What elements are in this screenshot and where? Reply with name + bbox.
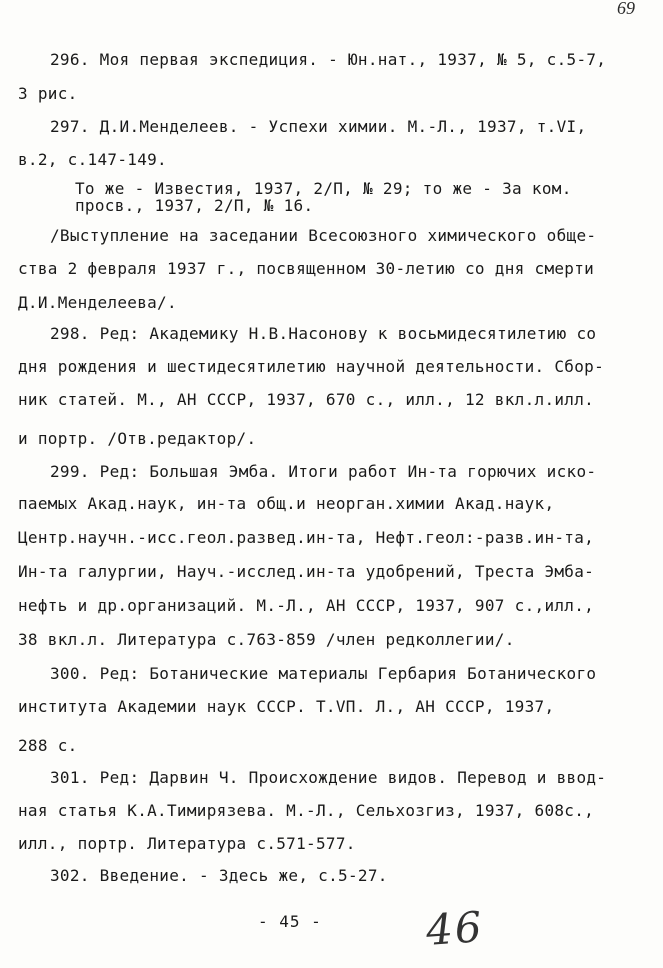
entry-299-line-4: Ин-та галургии, Науч.-исслед.ин-та удобрений, Треста Эмба- bbox=[18, 562, 595, 581]
entry-297-line-2: в.2, с.147-149. bbox=[18, 150, 167, 169]
entry-298-line-3: ник статей. М., АН СССР, 1937, 670 с., илл., 12 вкл.л.илл. bbox=[18, 390, 595, 409]
entry-296-line-1: 296. Моя первая экспедиция. - Юн.нат., 1937, № 5, с.5-7, bbox=[50, 50, 607, 69]
entry-297-line-4: просв., 1937, 2/П, № 16. bbox=[75, 196, 314, 215]
entry-297-note-line-3: Д.И.Менделеева/. bbox=[18, 293, 177, 312]
entry-301-line-1: 301. Ред: Дарвин Ч. Происхождение видов. Перевод и ввод- bbox=[50, 768, 607, 787]
entry-299-line-6: 38 вкл.л. Литература с.763-859 /член редколлегии/. bbox=[18, 630, 515, 649]
entry-299-line-5: нефть и др.организаций. М.-Л., АН СССР, 1937, 907 с.,илл., bbox=[18, 596, 595, 615]
entry-297-line-3: То же - Известия, 1937, 2/П, № 29; то же - За ком. bbox=[75, 179, 572, 198]
entry-297-line-1: 297. Д.И.Менделеев. - Успехи химии. М.-Л., 1937, т.VI, bbox=[50, 117, 587, 136]
entry-301-line-2: ная статья К.А.Тимирязева. М.-Л., Сельхозгиз, 1937, 608с., bbox=[18, 801, 595, 820]
entry-297-note-line-2: ства 2 февраля 1937 г., посвященном 30-летию со дня смерти bbox=[18, 259, 595, 278]
handwritten-page-number: 46 bbox=[424, 902, 486, 955]
entry-300-line-3: 288 с. bbox=[18, 736, 78, 755]
entry-297-note-line-1: /Выступление на заседании Всесоюзного химического обще- bbox=[50, 226, 597, 245]
entry-298-line-1: 298. Ред: Академику Н.В.Насонову к восьмидесятилетию со bbox=[50, 324, 597, 343]
entry-300-line-1: 300. Ред: Ботанические материалы Гербария Ботанического bbox=[50, 664, 597, 683]
entry-296-line-2: 3 рис. bbox=[18, 84, 78, 103]
entry-299-line-3: Центр.научн.-исс.геол.развед.ин-та, Нефт.геол:-разв.ин-та, bbox=[18, 528, 595, 547]
entry-302-line-1: 302. Введение. - Здесь же, с.5-27. bbox=[50, 866, 388, 885]
entry-298-line-4: и портр. /Отв.редактор/. bbox=[18, 429, 257, 448]
entry-298-line-2: дня рождения и шестидесятилетию научной деятельности. Сбор- bbox=[18, 357, 605, 376]
entry-299-line-1: 299. Ред: Большая Эмба. Итоги работ Ин-та горючих иско- bbox=[50, 462, 597, 481]
corner-page-mark: 69 bbox=[617, 0, 635, 18]
page-number: - 45 - bbox=[258, 912, 322, 931]
entry-299-line-2: паемых Акад.наук, ин-та общ.и неорган.химии Акад.наук, bbox=[18, 494, 555, 513]
entry-301-line-3: илл., портр. Литература с.571-577. bbox=[18, 834, 356, 853]
entry-300-line-2: института Академии наук СССР. Т.VП. Л., АН СССР, 1937, bbox=[18, 697, 555, 716]
